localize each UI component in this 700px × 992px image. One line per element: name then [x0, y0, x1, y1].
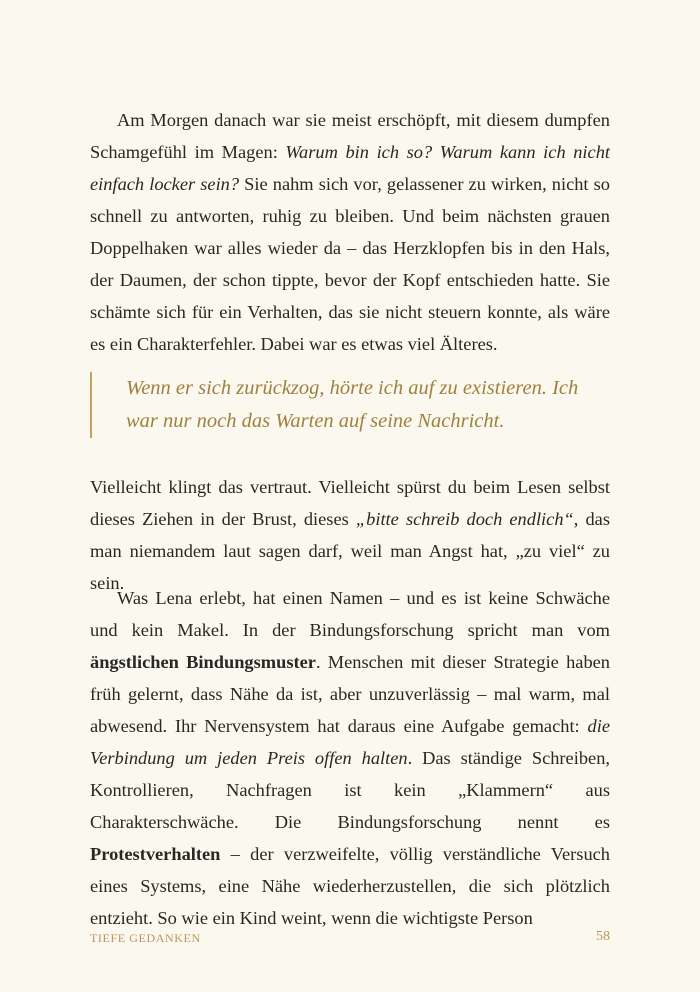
body-paragraph-2	[90, 471, 610, 599]
text-run: Am Morgen danach war sie meist erschöpft, mit diesem dumpfen Schamgefühl im Magen:	[90, 110, 610, 162]
text-run: , das man niemandem laut sagen darf, weil man Angst hat, „zu viel“ zu sein.	[90, 509, 610, 593]
bold-term: Protestverhalten	[90, 844, 221, 864]
bold-term: ängstlichen Bindungsmuster	[90, 652, 316, 672]
text-run: Vielleicht klingt das vertraut. Vielleicht spürst du beim Lesen selbst dieses Ziehen in der Brust, dieses	[90, 477, 610, 529]
text-run: – der verzweifelte, völlig verständliche Versuch eines Systems, eine Nähe wiederherzustellen, die sich plötzlich entzieht. So wie ein Kind weint, wenn die wichtigste Person	[90, 844, 610, 928]
pull-quote-text: Wenn er sich zurückzog, hörte ich auf zu existieren. Ich war nur noch das Warten auf seine Nachricht.	[126, 377, 579, 432]
italic-phrase: die Verbindung um jeden Preis offen halten	[90, 716, 610, 768]
paragraph-text	[90, 104, 610, 360]
text-run: Sie nahm sich vor, gelassener zu wirken, nicht so schnell zu antworten, ruhig zu bleiben. Und beim nächsten grauen Doppelhaken war alles wieder da – das Herzklopfen bis in den Hals, der Daumen, der schon tippte, bevor der Kopf entschieden hatte. Sie schämte sich für ein Verhalten, das sie nicht steuern konnte, als wäre es ein Charakterfehler. Dabei war es etwas viel Älteres.	[90, 174, 610, 354]
italic-thought: Warum bin ich so? Warum kann ich nicht einfach locker sein?	[90, 142, 611, 194]
body-paragraph-1	[90, 104, 610, 360]
pull-quote	[90, 372, 610, 438]
italic-phrase: „bitte schreib doch endlich“	[355, 509, 574, 529]
text-run: . Das ständige Schreiben, Kontrollieren, Nachfragen ist kein „Klammern“ aus Charakterschwäche. Die Bindungsforschung nennt es	[90, 748, 610, 832]
text-run: Was Lena erlebt, hat einen Namen – und es ist keine Schwäche und kein Makel. In der Bindungsforschung spricht man vom	[90, 588, 610, 640]
text-run: . Menschen mit dieser Strategie haben früh gelernt, dass Nähe da ist, aber unzuverlässig – mal warm, mal abwesend. Ihr Nervensystem hat daraus eine Aufgabe gemacht:	[90, 652, 610, 736]
page-number: 58	[596, 929, 610, 944]
paragraph-text	[90, 471, 610, 599]
body-paragraph-3	[90, 582, 610, 934]
running-footer-title: TIEFE GEDANKEN	[90, 931, 201, 945]
paragraph-text	[90, 582, 610, 934]
